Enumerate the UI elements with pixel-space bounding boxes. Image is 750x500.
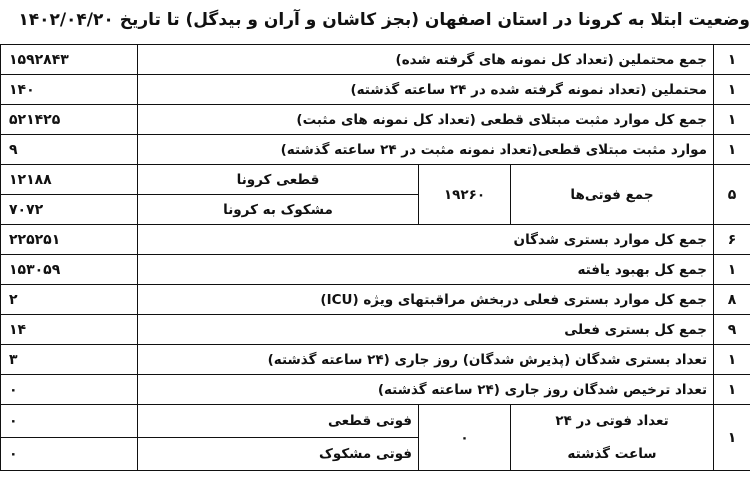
row-number: ۵ — [714, 165, 750, 225]
deaths24-suspected-label: فوتی مشکوک — [138, 438, 419, 471]
row-value: ۰ — [1, 375, 138, 405]
deaths-total-value: ۱۹۲۶۰ — [419, 165, 511, 225]
row-value: ۱۵۹۲۸۴۳ — [1, 45, 138, 75]
deaths-suspected-value: ۷۰۷۲ — [1, 195, 138, 225]
stats-table — [0, 44, 750, 471]
row-label: جمع محتملین (تعداد کل نمونه های گرفته شده) — [138, 45, 714, 75]
row-number: ۸ — [714, 285, 750, 315]
table-row — [1, 345, 750, 375]
deaths-confirmed-value: ۱۲۱۸۸ — [1, 165, 138, 195]
deaths24-total-value: ۰ — [419, 405, 511, 471]
deaths24-suspected-value: ۰ — [1, 438, 138, 471]
row-label: جمع کل بستری فعلی — [138, 315, 714, 345]
deaths24-label-line2: ساعت گذشته — [511, 438, 714, 471]
row-label: جمع کل موارد بستری فعلی دربخش مراقبتهای ویژه (ICU) — [138, 285, 714, 315]
row-label: تعداد ترخیص شدگان روز جاری (۲۴ ساعته گذشته) — [138, 375, 714, 405]
row-value: ۳ — [1, 345, 138, 375]
row-number: ۱ — [714, 345, 750, 375]
table-row — [1, 105, 750, 135]
row-number: ۱ — [714, 75, 750, 105]
table-row — [1, 255, 750, 285]
deaths24-confirmed-label: فوتی قطعی — [138, 405, 419, 438]
row-value: ۵۲۱۴۲۵ — [1, 105, 138, 135]
row-value: ۱۴۰ — [1, 75, 138, 105]
row-value: ۱۵۳۰۵۹ — [1, 255, 138, 285]
row-label: تعداد بستری شدگان (پذیرش شدگان) روز جاری (۲۴ ساعته گذشته) — [138, 345, 714, 375]
row-number: ۱ — [714, 135, 750, 165]
row-number: ۹ — [714, 315, 750, 345]
row-label: جمع کل موارد بستری شدگان — [138, 225, 714, 255]
table-row-deaths — [1, 165, 750, 195]
table-row — [1, 315, 750, 345]
table-row — [1, 75, 750, 105]
row-value: ۲۲۵۲۵۱ — [1, 225, 138, 255]
table-row — [1, 375, 750, 405]
table-row — [1, 225, 750, 255]
deaths24-confirmed-value: ۰ — [1, 405, 138, 438]
deaths-suspected-label: مشکوک به کرونا — [138, 195, 419, 225]
table-row — [1, 285, 750, 315]
row-number: ۱ — [714, 105, 750, 135]
deaths-label: جمع فوتی‌ها — [511, 165, 714, 225]
page-title: وضعیت ابتلا به کرونا در استان اصفهان (بجز کاشان و آران و بیدگل) تا تاریخ ۱۴۰۲/۰۴/۲۰ — [0, 0, 750, 42]
row-number: ۱ — [714, 255, 750, 285]
row-number: ۱ — [714, 45, 750, 75]
row-number: ۶ — [714, 225, 750, 255]
deaths24-label-line1: تعداد فوتی در ۲۴ — [511, 405, 714, 438]
row-label: محتملین (تعداد نمونه گرفته شده در ۲۴ ساعته گذشته) — [138, 75, 714, 105]
row-label: جمع کل بهبود یافته — [138, 255, 714, 285]
deaths-confirmed-label: قطعی کرونا — [138, 165, 419, 195]
row-value: ۹ — [1, 135, 138, 165]
row-value: ۲ — [1, 285, 138, 315]
table-row — [1, 45, 750, 75]
row-number: ۱ — [714, 405, 750, 471]
row-value: ۱۴ — [1, 315, 138, 345]
row-number: ۱ — [714, 375, 750, 405]
table-row-deaths24 — [1, 438, 750, 471]
row-label: جمع کل موارد مثبت مبتلای قطعی (تعداد کل نمونه های مثبت) — [138, 105, 714, 135]
row-label: موارد مثبت مبتلای قطعی(تعداد نمونه مثبت در ۲۴ ساعته گذشته) — [138, 135, 714, 165]
table-row-deaths24 — [1, 405, 750, 438]
table-row — [1, 135, 750, 165]
